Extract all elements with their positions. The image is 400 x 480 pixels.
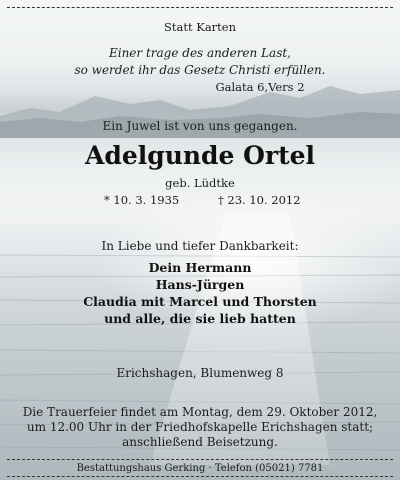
mourner-name: Hans-Jürgen xyxy=(155,277,245,292)
statt-karten: Statt Karten xyxy=(163,20,237,34)
death-date: † 23. 10. 2012 xyxy=(218,193,301,207)
deceased-name: Adelgunde Ortel xyxy=(84,141,316,170)
birth-date: * 10. 3. 1935 xyxy=(104,193,180,207)
verse-line-2: so werdet ihr das Gesetz Christi erfüllen. xyxy=(74,63,326,77)
mourner-name: Dein Hermann xyxy=(148,260,252,275)
funeral-line-2: um 12.00 Uhr in der Friedhofskapelle Erichshagen statt; xyxy=(26,420,374,434)
footer-border xyxy=(7,459,393,460)
funeral-home-footer: Bestattungshaus Gerking · Telefon (05021) 7781 xyxy=(76,463,324,474)
verse-line-1: Einer trage des anderen Last, xyxy=(108,46,291,60)
mourners-lead: In Liebe und tiefer Dankbarkeit: xyxy=(101,239,299,253)
mourner-name: und alle, die sie lieb hatten xyxy=(104,311,296,326)
funeral-line-1: Die Trauerfeier findet am Montag, dem 29. Oktober 2012, xyxy=(22,405,378,419)
funeral-line-3: anschließend Beisetzung. xyxy=(122,435,278,449)
verse-reference: Galata 6,Vers 2 xyxy=(215,80,305,94)
intro-text: Ein Juwel ist von uns gegangen. xyxy=(102,119,298,133)
birth-name: geb. Lüdtke xyxy=(165,176,235,190)
bottom-border xyxy=(7,476,393,477)
mourner-name: Claudia mit Marcel und Thorsten xyxy=(83,294,317,309)
address: Erichshagen, Blumenweg 8 xyxy=(116,366,284,380)
top-border xyxy=(7,7,393,8)
